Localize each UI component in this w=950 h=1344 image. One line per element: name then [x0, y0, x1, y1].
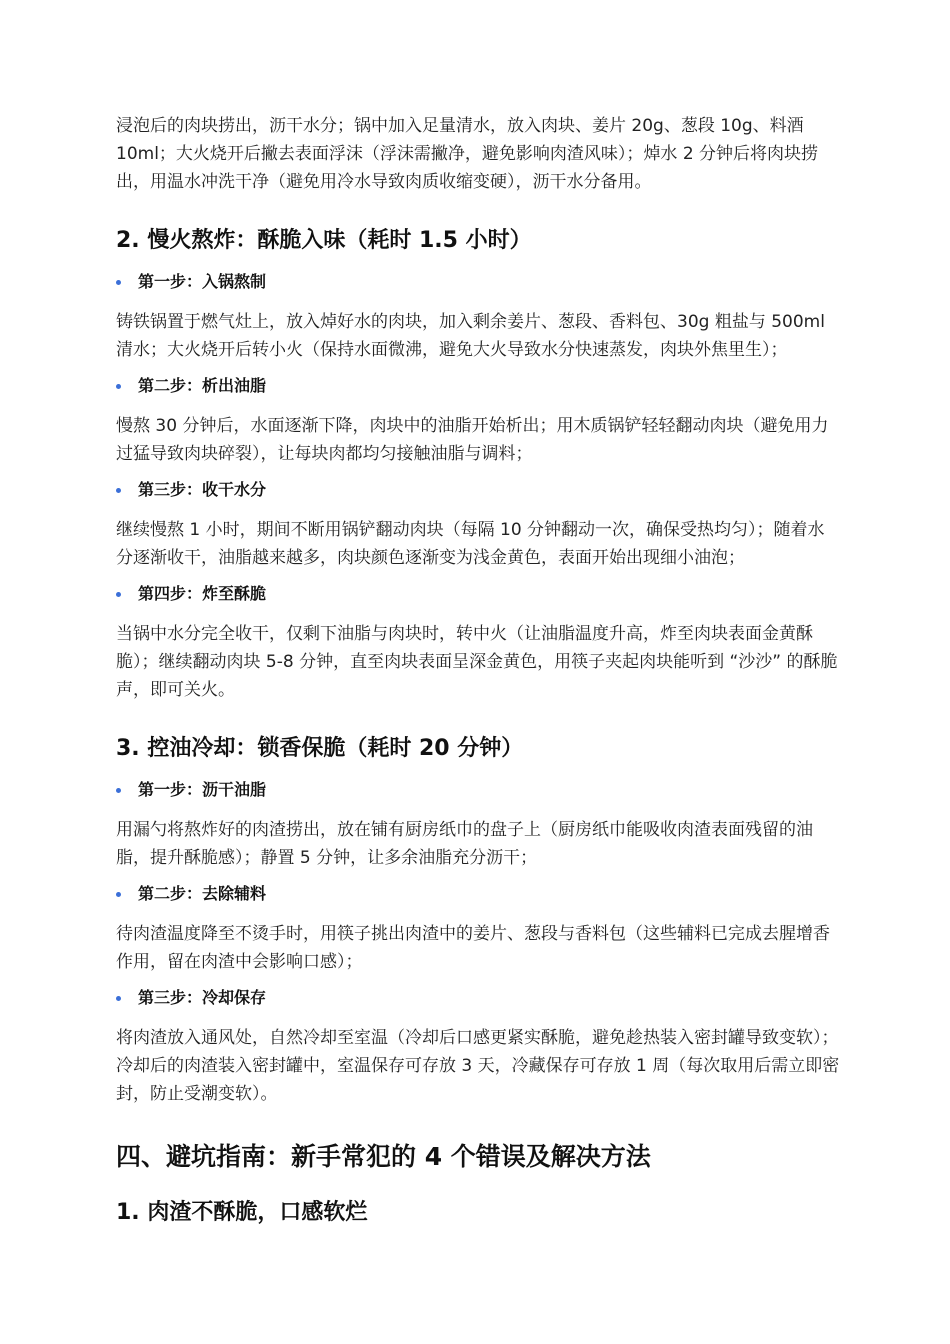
- section-2-step-4-label: 第四步：炸至酥脆: [116, 582, 840, 606]
- section-2-step-1-text: 铸铁锅置于燃气灶上，放入焯好水的肉块，加入剩余姜片、葱段、香料包、30g 粗盐与 500ml 清水；大火烧开后转小火（保持水面微沸，避免大火导致水分快速蒸发，肉块外焦里生）；: [116, 312, 825, 360]
- bullet-icon: [116, 892, 121, 897]
- bullet-icon: [116, 996, 121, 1001]
- bullet-icon: [116, 280, 121, 285]
- section-2-step-2-label: 第二步：析出油脂: [116, 374, 840, 398]
- section-3-step-2-label: 第二步：去除辅料: [116, 882, 840, 906]
- bullet-icon: [116, 788, 121, 793]
- section-2-step-2-text: 慢熬 30 分钟后，水面逐渐下降，肉块中的油脂开始析出；用木质锅铲轻轻翻动肉块（避免用力过猛导致肉块碎裂），让每块肉都均匀接触油脂与调料；: [116, 416, 829, 464]
- chapter-4-heading: 四、避坑指南：新手常犯的 4 个错误及解决方法: [116, 1142, 651, 1171]
- bullet-icon: [116, 488, 121, 493]
- section-2-step-4-text: 当锅中水分完全收干，仅剩下油脂与肉块时，转中火（让油脂温度升高，炸至肉块表面金黄酥脆）；继续翻动肉块 5-8 分钟，直至肉块表面呈深金黄色，用筷子夹起肉块能听到 “沙沙” 的酥脆声，即可关火。: [116, 624, 838, 700]
- document-page: [116, 112, 840, 1228]
- section-2-heading: 2. 慢火熬炸：酥脆入味（耗时 1.5 小时）: [116, 228, 532, 253]
- section-3-step-3-label: 第三步：冷却保存: [116, 986, 840, 1010]
- intro-paragraph: 浸泡后的肉块捞出，沥干水分；锅中加入足量清水，放入肉块、姜片 20g、葱段 10g、料酒 10ml；大火烧开后撇去表面浮沫（浮沫需撇净，避免影响肉渣风味）；焯水 2 分钟后将肉块捞出，用温水冲洗干净（避免用冷水导致肉质收缩变硬），沥干水分备用。: [116, 116, 819, 192]
- section-3-step-1-text: 用漏勺将熬炸好的肉渣捞出，放在铺有厨房纸巾的盘子上（厨房纸巾能吸收肉渣表面残留的油脂，提升酥脆感）；静置 5 分钟，让多余油脂充分沥干；: [116, 820, 813, 868]
- section-3-step-1-label: 第一步：沥干油脂: [116, 778, 840, 802]
- section-3-heading: 3. 控油冷却：锁香保脆（耗时 20 分钟）: [116, 736, 524, 761]
- section-2-step-1-label: 第一步：入锅熬制: [116, 270, 840, 294]
- section-2-step-3-label: 第三步：收干水分: [116, 478, 840, 502]
- bullet-icon: [116, 384, 121, 389]
- chapter-4-subheading-1: 1. 肉渣不酥脆，口感软烂: [116, 1200, 368, 1225]
- section-2-step-3-text: 继续慢熬 1 小时，期间不断用锅铲翻动肉块（每隔 10 分钟翻动一次，确保受热均匀）；随着水分逐渐收干，油脂越来越多，肉块颜色逐渐变为浅金黄色，表面开始出现细小油泡；: [116, 520, 825, 568]
- bullet-icon: [116, 592, 121, 597]
- section-3-step-2-text: 待肉渣温度降至不烫手时，用筷子挑出肉渣中的姜片、葱段与香料包（这些辅料已完成去腥增香作用，留在肉渣中会影响口感）；: [116, 924, 830, 972]
- section-3-step-3-text: 将肉渣放入通风处，自然冷却至室温（冷却后口感更紧实酥脆，避免趁热装入密封罐导致变软）；冷却后的肉渣装入密封罐中，室温保存可存放 3 天，冷藏保存可存放 1 周（每次取用后需立即密封，防止受潮变软）。: [116, 1028, 840, 1104]
